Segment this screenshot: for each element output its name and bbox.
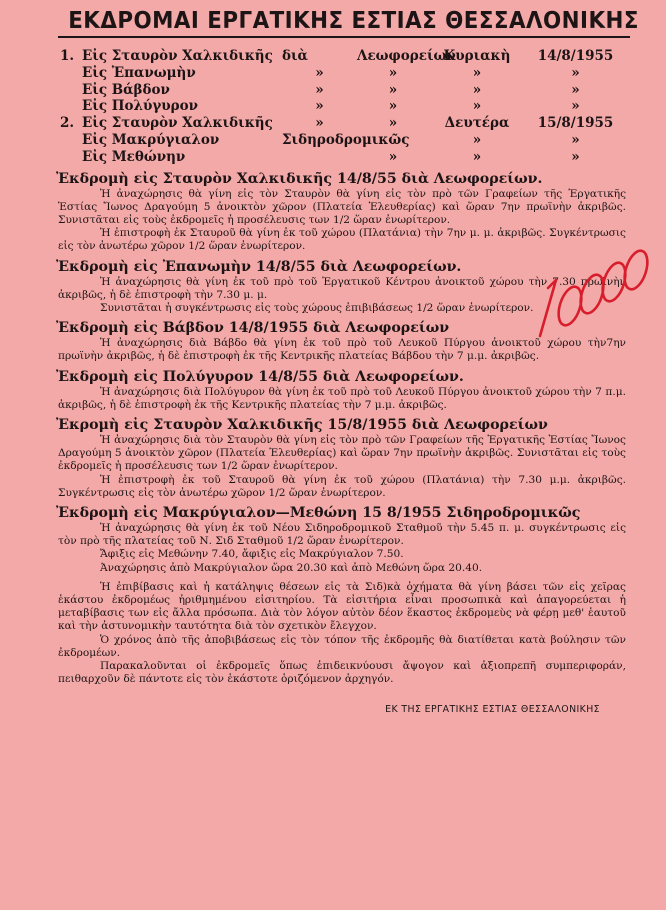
schedule-mode: » xyxy=(388,64,398,81)
schedule-destination: Εἰς Μεθώνην xyxy=(82,148,186,165)
section-heading: Ἐκδρομὴ εἰς Βάβδον 14/8/1955 διὰ Λεωφορείων xyxy=(56,320,450,337)
section-heading: Ἐκδρομὴ εἰς Μακρύγιαλον—Μεθώνη 15 8/1955 Σιδηροδρομικῶς xyxy=(56,505,581,522)
schedule-number: 2. xyxy=(60,115,75,132)
section-stavros-15 xyxy=(48,416,626,500)
schedule-via: » xyxy=(315,81,324,98)
section-paragraph: Ἀναχώρησις ἀπὸ Μακρύγιαλον ὥρα 20.30 καὶ ἀπὸ Μεθώνη ὥρα 20.40. xyxy=(100,561,483,574)
schedule-destination: Εἰς Ἐπανωμὴν xyxy=(82,64,196,81)
schedule-date: 14/8/1955 xyxy=(537,48,614,64)
schedule-day: » xyxy=(472,81,482,98)
schedule-mode: » xyxy=(388,81,398,98)
schedule-date: » xyxy=(571,98,580,115)
section-heading: Ἐκδρομὴ εἰς Ἐπανωμὴν 14/8/55 διὰ Λεωφορείων. xyxy=(56,258,462,275)
schedule-destination: Εἰς Πολύγυρον xyxy=(82,98,198,115)
closing-notes xyxy=(48,581,626,687)
closing-paragraph: Ἡ ἐπιβίβασις καὶ ἡ κατάληψις θέσεων εἰς τὰ Σιδ)κὰ ὀχήματα θὰ γίνη βάσει τῶν εἰς χεῖρας ἑκάστου ἐκδρομέως ἠριθμημένου εἰσιτηρίου. Τὰ εἰσιτήρια εἶναι προσωπικὰ καὶ ἀπαγορεύεται ἡ μεταβίβασις των εἰς ἄλλα πρόσωπα. Διὰ τὸν λόγον αὐτὸν δέον ἕκαστος ἐκδρομεὺς νὰ φέρῃ μεθ' ἑαυτοῦ καὶ τὴν ἀστυνομικὴν ταυτότητα διὰ τὸν σχετικὸν ἔλεγχον. xyxy=(58,580,626,633)
section-paragraph: Ἡ ἐπιστροφὴ ἐκ τοῦ Σταυροῦ θὰ γίνη ἐκ τοῦ χώρου (Πλατάνια) τὴν 7.30 μ.μ. ἀκριβῶς. Συγκέντρωσις εἰς τὸν ἀνωτέρω χῶρον 1/2 ὥραν ἐνωρίτερον. xyxy=(58,473,626,499)
schedule-number xyxy=(60,65,82,82)
schedule-day: » xyxy=(472,98,482,115)
schedule-via: » xyxy=(315,98,324,115)
schedule-destination: Εἰς Σταυρὸν Χαλκιδικῆς xyxy=(82,115,273,132)
schedule-date: » xyxy=(571,81,580,98)
schedule-number xyxy=(60,149,82,166)
schedule-mode: Λεωφορείων xyxy=(357,48,456,64)
section-paragraph: Ἡ ἀναχώρησις θὰ γίνη εἰς τὸν Σταυρὸν θὰ γίνη εἰς τὸν πρὸ τῶν Γραφείων τῆς Ἐργατικῆς Ἑστίας Ἴωνος Δραγούμη 5 ἀνοικτὸν χῶρον (Πλατεία Ἐλευθερίας) καὶ ὥραν 7ην πρωϊνὴν ἀκριβῶς. Συνιστᾶται εἰς τοὺς ἐκδρομεῖς ἡ προσέλευσις των 1/2 ὥραν ἐνωρίτερον. xyxy=(58,187,626,226)
schedule-day: Κυριακὴ xyxy=(443,48,511,64)
section-paragraph: Ἡ ἀναχώρησις θὰ γίνη ἐκ τοῦ πρὸ τοῦ Ἐργατικοῦ Κέντρου ἀνοικτοῦ χώρου τὴν 7.30 πρωϊνὴν ἀκριβῶς, ἡ δὲ ἐπιστροφὴ τὴν 7.30 μ. μ. xyxy=(58,275,626,301)
schedule-day: » xyxy=(472,64,482,81)
section-paragraph: Ἡ ἐπιστροφὴ ἐκ Σταυροῦ θὰ γίνη ἐκ τοῦ χώρου (Πλατάνια) τὴν 7ην μ. μ. ἀκριβῶς. Συγκέντρωσις εἰς τὸν ἀνωτέρω χῶρον 1/2 ὥραν ἐνωρίτερον. xyxy=(58,227,626,253)
schedule-via: Σιδηροδρομικῶς xyxy=(282,131,410,148)
flyer-title: ΕΚΔΡΟΜΑΙ ΕΡΓΑΤΙΚΗΣ ΕΣΤΙΑΣ ΘΕΣΣΑΛΟΝΙΚΗΣ xyxy=(68,8,639,34)
schedule-day: » xyxy=(472,131,482,148)
section-paragraph: Ἡ ἀναχώρησις διὰ Πολύγυρον θὰ γίνη ἐκ τοῦ πρὸ τοῦ Λευκοῦ Πύργου ἀνοικτοῦ χώρου τὴν 7 π.μ. ἀκριβῶς, ἡ δὲ ἐπιστροφὴ ἐκ τῆς Κεντρικῆς πλατείας τὴν 7 μ.μ. ἀκριβῶς. xyxy=(58,385,626,411)
section-makrygialos-methoni xyxy=(48,504,626,575)
schedule-row xyxy=(60,82,626,99)
schedule-destination: Εἰς Σταυρὸν Χαλκιδικῆς xyxy=(82,48,273,64)
schedule-date: » xyxy=(571,148,580,165)
schedule-row xyxy=(60,48,626,65)
signature: ΕΚ ΤΗΣ ΕΡΓΑΤΙΚΗΣ ΕΣΤΙΑΣ ΘΕΣΣΑΛΟΝΙΚΗΣ xyxy=(385,704,600,716)
section-paragraph: Συνιστᾶται ἡ συγκέντρωσις εἰς τοὺς χώρους ἐπιβιβάσεως 1/2 ὥραν ἐνωρίτερον. xyxy=(100,302,534,314)
schedule-via: διὰ xyxy=(282,48,308,64)
schedule-number xyxy=(60,98,82,115)
schedule-destination: Εἰς Μακρύγιαλον xyxy=(82,131,220,148)
schedule-date: » xyxy=(571,131,580,148)
section-heading: Ἐκδρομὴ εἰς Πολύγυρον 14/8/55 διὰ Λεωφορείων. xyxy=(56,368,464,385)
schedule-number: 1. xyxy=(60,48,75,64)
schedule-day: Δευτέρα xyxy=(444,115,510,132)
schedule-destination: Εἰς Βάβδον xyxy=(82,81,170,98)
closing-paragraph: Παρακαλοῦνται οἱ ἐκδρομεῖς ὅπως ἐπιδεικνύουσι ἄψογον καὶ ἀξιοπρεπῆ συμπεριφοράν, πειθαρχοῦν δὲ πάντοτε εἰς τὸν ἑκάστοτε ὁριζόμενον ἀρχηγόν. xyxy=(58,660,626,686)
section-paragraph: Ἡ ἀναχώρησις διὰ τὸν Σταυρὸν θὰ γίνη εἰς τὸν πρὸ τῶν Γραφείων τῆς Ἐργατικῆς Ἑστίας Ἴωνος Δραγούμη 5 ἀνοικτὸν χῶρον (Πλατεία Ἐλευθερίας) καὶ ὥραν 7ην πρωϊνὴν ἀκριβῶς. Συνιστᾶται εἰς τοὺς ἐκδρομεῖς ἡ προσέλευσις των 1/2 ὥραν ἐνωρίτερον. xyxy=(58,434,626,473)
section-stavros-14 xyxy=(48,170,626,254)
schedule-via: » xyxy=(315,115,324,132)
schedule-date: » xyxy=(571,64,580,81)
section-paragraph: Ἡ ἀναχώρησις θὰ γίνη ἐκ τοῦ Νέου Σιδηροδρομικοῦ Σταθμοῦ τὴν 5.45 π. μ. συγκέντρωσις εἰς τὸν πρὸ τῆς πλατείας τοῦ Ν. Σιδ Σταθμοῦ 1/2 ὥραν ἐνωρίτερον. xyxy=(58,522,626,548)
section-paragraph: Ἄφιξις εἰς Μεθώνην 7.40, ἄφιξις εἰς Μακρύγιαλον 7.50. xyxy=(100,548,404,561)
schedule-number xyxy=(60,82,82,99)
section-heading: Ἐκρομὴ εἰς Σταυρὸν Χαλκιδικῆς 15/8/1955 διὰ Λεωφορείων xyxy=(56,417,548,434)
handwritten-annotation xyxy=(526,244,652,340)
section-polygyros xyxy=(48,368,626,412)
section-paragraph: Ἡ ἀναχώρησις διὰ Βάβδο θὰ γίνη ἐκ τοῦ πρὸ τοῦ Λευκοῦ Πύργου ἀνοικτοῦ χώρου τὴν7ην πρωϊνὴν ἀκριβῶς, ἡ δὲ ἐπιστροφὴ ἐκ τῆς Κεντρικῆς πλατείας Βάβδου τὴν 7 μ.μ. ἀκριβῶς. xyxy=(58,337,626,363)
title-rule xyxy=(58,36,630,38)
schedule-date: 15/8/1955 xyxy=(537,115,614,132)
schedule-list xyxy=(60,48,626,166)
schedule-row xyxy=(60,65,626,82)
schedule-mode: » xyxy=(388,148,398,165)
schedule-row xyxy=(60,115,626,132)
schedule-via: » xyxy=(315,64,324,81)
section-heading: Ἐκδρομὴ εἰς Σταυρὸν Χαλκιδικῆς 14/8/55 διὰ Λεωφορείων. xyxy=(56,170,543,187)
closing-paragraph: Ὁ χρόνος ἀπὸ τῆς ἀποβιβάσεως εἰς τὸν τόπον τῆς ἐκδρομῆς θὰ διατίθεται κατὰ βούλησιν τῶν ἐκδρομέων. xyxy=(58,633,626,659)
schedule-row xyxy=(60,98,626,115)
schedule-day: » xyxy=(472,148,482,165)
schedule-via xyxy=(282,149,357,166)
schedule-number xyxy=(60,132,82,149)
schedule-mode: » xyxy=(388,98,398,115)
schedule-row xyxy=(60,149,626,166)
schedule-row xyxy=(60,132,626,149)
schedule-mode: » xyxy=(388,115,398,132)
